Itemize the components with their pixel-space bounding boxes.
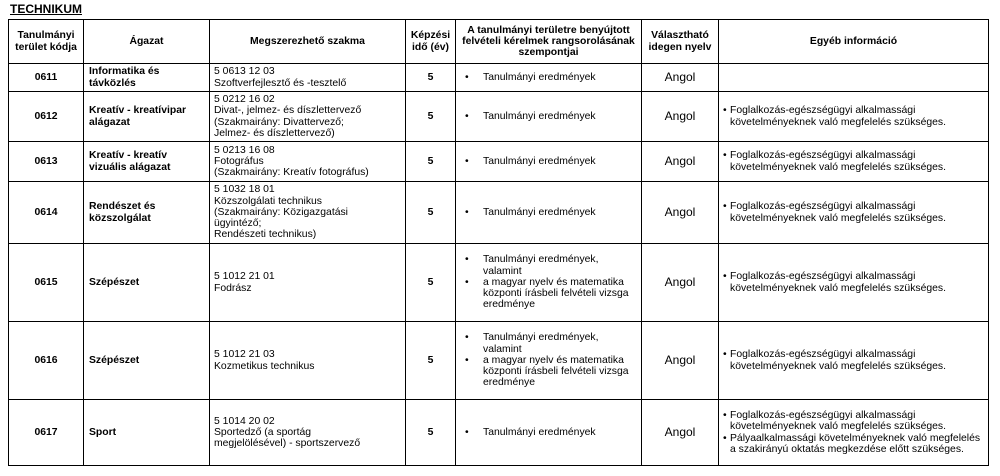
qualification-line: Rendészeti technikus) — [214, 229, 317, 241]
qualification-line: Szoftverfejlesztő és -tesztelő — [214, 77, 347, 89]
cell-qualification — [210, 400, 406, 466]
criteria-list — [459, 72, 638, 83]
criteria-list — [459, 332, 638, 388]
info-list — [722, 150, 985, 173]
criteria-list — [459, 156, 638, 167]
cell-code: 0614 — [9, 182, 84, 244]
qualification-line: Divat-, jelmez- és díszlettervező — [214, 105, 362, 117]
info-list — [722, 201, 985, 224]
qualification-line: 5 1014 20 02 — [214, 415, 275, 427]
qualification-line: ügyintéző; — [214, 218, 262, 230]
qualification-line: 5 1032 18 01 — [214, 184, 275, 196]
criteria-item: • Tanulmányi eredmények, valamint — [483, 254, 638, 277]
cell-criteria — [456, 64, 642, 92]
cell-sector: Informatika és távközlés — [84, 64, 210, 92]
header-row — [9, 20, 989, 64]
info-item: • Foglalkozás-egészségügyi alkalmassági követelményeknek való megfelelés szükséges. — [730, 410, 985, 433]
cell-language: Angol — [642, 400, 719, 466]
criteria-list — [459, 254, 638, 310]
qualification-line: 5 0212 16 02 — [214, 93, 275, 105]
cell-language: Angol — [642, 182, 719, 244]
cell-qualification — [210, 142, 406, 182]
criteria-item: • a magyar nyelv és matematika központi írásbeli felvételi vizsga eredménye — [483, 355, 638, 389]
cell-duration: 5 — [406, 244, 456, 322]
qualification-line: 5 0613 12 03 — [214, 66, 275, 78]
cell-info — [719, 322, 989, 400]
cell-criteria — [456, 142, 642, 182]
cell-info — [719, 142, 989, 182]
info-item: • Pályaalkalmassági követelményeknek való megfelelés a szakirányú oktatás megkezdése előtt szükséges. — [730, 433, 985, 456]
header-qualification: Megszerezhető szakma — [210, 20, 406, 64]
cell-language: Angol — [642, 244, 719, 322]
cell-qualification — [210, 182, 406, 244]
cell-code: 0617 — [9, 400, 84, 466]
qualification-line: Kozmetikus technikus — [214, 360, 315, 372]
qualification-line: (Szakmairány: Közigazgatási — [214, 206, 348, 218]
programs-table — [8, 19, 989, 466]
header-language: Választható idegen nyelv — [642, 20, 719, 64]
cell-criteria — [456, 322, 642, 400]
criteria-list — [459, 111, 638, 122]
header-criteria: A tanulmányi területre benyújtott felvételi kérelmek rangsorolásának szempontjai — [456, 20, 642, 64]
info-list — [722, 271, 985, 294]
cell-info — [719, 92, 989, 142]
header-sector: Ágazat — [84, 20, 210, 64]
cell-info — [719, 244, 989, 322]
table-row — [9, 182, 989, 244]
criteria-list — [459, 427, 638, 438]
criteria-item: • a magyar nyelv és matematika központi írásbeli felvételi vizsga eredménye — [483, 277, 638, 311]
qualification-line: 5 1012 21 03 — [214, 349, 275, 361]
cell-qualification — [210, 322, 406, 400]
cell-sector: Szépészet — [84, 244, 210, 322]
header-code: Tanulmányi terület kódja — [9, 20, 84, 64]
cell-criteria — [456, 92, 642, 142]
cell-code: 0611 — [9, 64, 84, 92]
header-info: Egyéb információ — [719, 20, 989, 64]
qualification-line: (Szakmairány: Divattervező; — [214, 116, 344, 128]
cell-qualification — [210, 244, 406, 322]
cell-language: Angol — [642, 92, 719, 142]
criteria-item: • Tanulmányi eredmények — [483, 207, 638, 218]
cell-sector: Szépészet — [84, 322, 210, 400]
info-item: • Foglalkozás-egészségügyi alkalmassági követelményeknek való megfelelés szükséges. — [730, 150, 985, 173]
cell-sector: Kreatív - kreatív vizuális alágazat — [84, 142, 210, 182]
page-title: TECHNIKUM — [10, 2, 82, 16]
cell-duration: 5 — [406, 142, 456, 182]
qualification-line: Fodrász — [214, 282, 252, 294]
cell-duration: 5 — [406, 400, 456, 466]
cell-sector: Sport — [84, 400, 210, 466]
qualification-line: Sportedző (a sportág — [214, 426, 312, 438]
cell-criteria — [456, 400, 642, 466]
table-row — [9, 322, 989, 400]
cell-code: 0615 — [9, 244, 84, 322]
criteria-item: • Tanulmányi eredmények, valamint — [483, 332, 638, 355]
qualification-line: 5 1012 21 01 — [214, 271, 275, 283]
table-row — [9, 142, 989, 182]
cell-code: 0613 — [9, 142, 84, 182]
cell-language: Angol — [642, 64, 719, 92]
cell-sector: Kreatív - kreatívipar alágazat — [84, 92, 210, 142]
qualification-line: 5 0213 16 08 — [214, 144, 275, 156]
cell-info — [719, 182, 989, 244]
qualification-line: Közszolgálati technikus — [214, 195, 323, 207]
table-row — [9, 400, 989, 466]
cell-criteria — [456, 182, 642, 244]
cell-duration: 5 — [406, 182, 456, 244]
info-item: • Foglalkozás-egészségügyi alkalmassági követelményeknek való megfelelés szükséges. — [730, 201, 985, 224]
info-item: • Foglalkozás-egészségügyi alkalmassági követelményeknek való megfelelés szükséges. — [730, 271, 985, 294]
cell-duration: 5 — [406, 92, 456, 142]
cell-duration: 5 — [406, 64, 456, 92]
cell-sector: Rendészet és közszolgálat — [84, 182, 210, 244]
cell-qualification — [210, 64, 406, 92]
qualification-line: Jelmez- és díszlettervező) — [214, 127, 335, 139]
cell-language: Angol — [642, 142, 719, 182]
cell-code: 0616 — [9, 322, 84, 400]
info-list — [722, 349, 985, 372]
info-list — [722, 410, 985, 455]
cell-code: 0612 — [9, 92, 84, 142]
cell-duration: 5 — [406, 322, 456, 400]
cell-criteria — [456, 244, 642, 322]
criteria-item: • Tanulmányi eredmények — [483, 427, 638, 438]
qualification-line: megjelölésével) - sportszervező — [214, 438, 361, 450]
info-item: • Foglalkozás-egészségügyi alkalmassági követelményeknek való megfelelés szükséges. — [730, 105, 985, 128]
table-row — [9, 92, 989, 142]
criteria-item: • Tanulmányi eredmények — [483, 111, 638, 122]
criteria-list — [459, 207, 638, 218]
info-item: • Foglalkozás-egészségügyi alkalmassági követelményeknek való megfelelés szükséges. — [730, 349, 985, 372]
qualification-line: (Szakmairány: Kreatív fotográfus) — [214, 167, 369, 179]
criteria-item: • Tanulmányi eredmények — [483, 156, 638, 167]
cell-info — [719, 400, 989, 466]
table-row — [9, 64, 989, 92]
cell-info — [719, 64, 989, 92]
qualification-line: Fotográfus — [214, 155, 264, 167]
table-row — [9, 244, 989, 322]
info-list — [722, 105, 985, 128]
header-duration: Képzési idő (év) — [406, 20, 456, 64]
cell-language: Angol — [642, 322, 719, 400]
criteria-item: • Tanulmányi eredmények — [483, 72, 638, 83]
cell-qualification — [210, 92, 406, 142]
